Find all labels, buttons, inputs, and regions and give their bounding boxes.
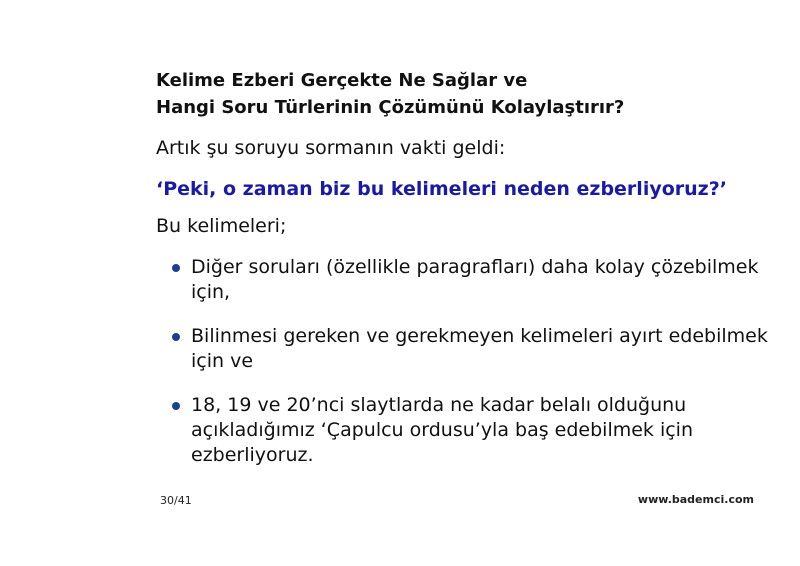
bullet-line: için, xyxy=(191,281,231,303)
bullet-list xyxy=(170,255,770,487)
site-url: www.bademci.com xyxy=(637,493,754,506)
bullet-line: ezberliyoruz. xyxy=(191,444,314,466)
bullet-line: için ve xyxy=(191,350,254,372)
slide-title xyxy=(156,67,756,121)
bullet-dot-icon xyxy=(172,264,180,272)
bullet-item xyxy=(170,255,770,305)
bullet-dot-icon xyxy=(172,402,180,410)
slide-title-line-1: Kelime Ezberi Gerçekte Ne Sağlar ve xyxy=(156,70,528,91)
intro-text: Artık şu soruyu sormanın vakti geldi: xyxy=(156,137,506,159)
bullet-item xyxy=(170,393,770,468)
bullet-dot-icon xyxy=(172,333,180,341)
highlighted-question: ‘Peki, o zaman biz bu kelimeleri neden ezberliyoruz?’ xyxy=(156,178,727,200)
slide-title-line-2: Hangi Soru Türlerinin Çözümünü Kolaylaştırır? xyxy=(156,97,625,118)
bullet-line: açıkladığımız ‘Çapulcu ordusu’yla baş edebilmek için xyxy=(191,419,694,441)
bullet-item xyxy=(170,324,770,374)
bullet-line: Bilinmesi gereken ve gerekmeyen kelimeleri ayırt edebilmek xyxy=(191,325,768,347)
bullet-line: Diğer soruları (özellikle paragrafları) daha kolay çözebilmek xyxy=(191,256,759,278)
lead-text: Bu kelimeleri; xyxy=(156,215,287,237)
page-number: 30/41 xyxy=(160,494,192,507)
bullet-line: 18, 19 ve 20’nci slaytlarda ne kadar belalı olduğunu xyxy=(191,394,687,416)
